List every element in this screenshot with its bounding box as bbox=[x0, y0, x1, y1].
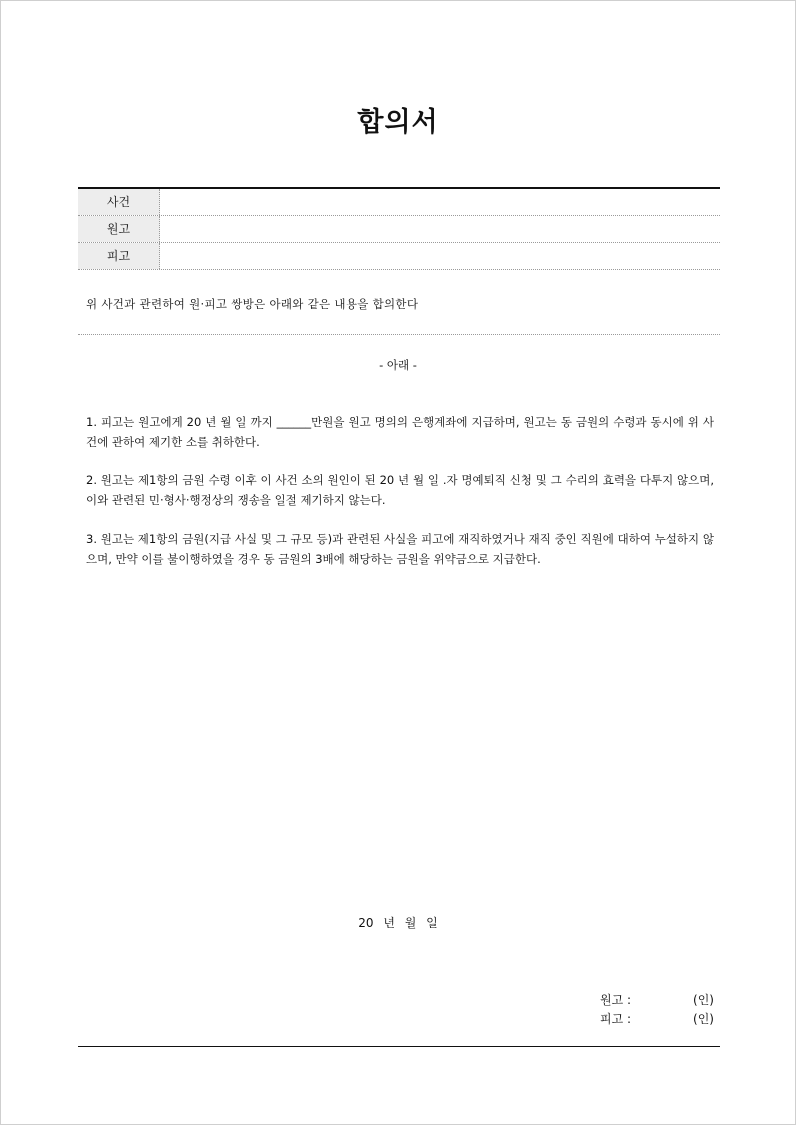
defendant-seal-mark: (인) bbox=[693, 1012, 714, 1026]
defendant-signature-label: 피고 : bbox=[600, 1012, 632, 1026]
clause-1: 1. 피고는 원고에게 20 년 월 일 까지 ______만원을 원고 명의의 은행계좌에 지급하며, 원고는 동 금원의 수령과 동시에 위 사건에 관하여 제기한 소를 취하한다. bbox=[86, 415, 714, 449]
table-row-defendant bbox=[78, 243, 720, 270]
plaintiff-signature-row bbox=[600, 991, 718, 1009]
plaintiff-value bbox=[160, 216, 720, 242]
clause-2: 2. 원고는 제1항의 금원 수령 이후 이 사건 소의 원인이 된 20 년 월 일 .자 명예퇴직 신청 및 그 수리의 효력을 다투지 않으며, 이와 관련된 민·형사·행정상의 쟁송을 일절 제기하지 않는다. bbox=[86, 473, 714, 507]
date-line: 20 년 월 일 bbox=[358, 916, 438, 930]
plaintiff-label: 원고 bbox=[78, 216, 160, 242]
case-info-table bbox=[78, 187, 720, 270]
case-label: 사건 bbox=[78, 189, 160, 215]
defendant-value bbox=[160, 243, 720, 269]
case-value bbox=[160, 189, 720, 215]
clause-3: 3. 원고는 제1항의 금원(지급 사실 및 그 규모 등)과 관련된 사실을 피고에 재직하였거나 재직 중인 직원에 대하여 누설하지 않으며, 만약 이를 불이행하였을 경우 동 금원의 3배에 해당하는 금원을 위약금으로 지급한다. bbox=[86, 532, 714, 566]
table-row-plaintiff bbox=[78, 216, 720, 243]
defendant-signature-row bbox=[600, 1010, 718, 1028]
document-title: 합의서 bbox=[357, 107, 439, 138]
plaintiff-signature-label: 원고 : bbox=[600, 993, 632, 1007]
plaintiff-seal-mark: (인) bbox=[693, 993, 714, 1007]
below-heading: - 아래 - bbox=[379, 358, 417, 372]
defendant-label: 피고 bbox=[78, 243, 160, 269]
table-row-case bbox=[78, 189, 720, 216]
intro-statement: 위 사건과 관련하여 원·피고 쌍방은 아래와 같은 내용을 합의한다 bbox=[86, 297, 419, 311]
bottom-rule bbox=[78, 1046, 720, 1047]
dotted-divider bbox=[78, 334, 720, 335]
